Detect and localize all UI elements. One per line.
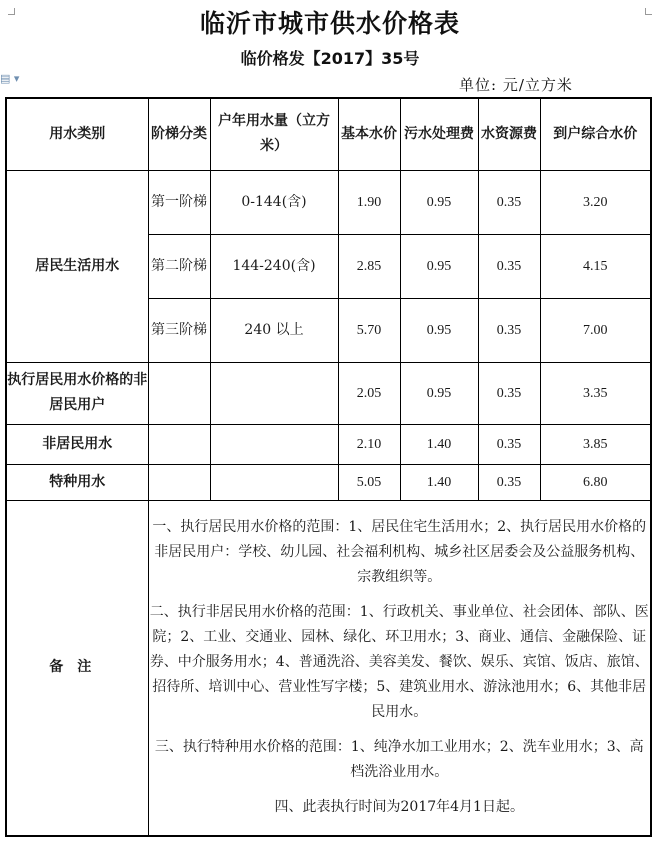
notes-row	[6, 500, 651, 836]
document-icon[interactable]: ▤ ▾	[0, 72, 20, 85]
table-row	[6, 170, 651, 234]
document-number: 临价格发【2017】35号	[240, 49, 420, 68]
unit-label: 单位: 元/立方米	[459, 76, 573, 94]
tier-cell	[148, 464, 210, 500]
tier-cell: 第一阶梯	[148, 170, 210, 234]
header-volume: 户年用水量（立方米）	[210, 98, 338, 170]
note-item: 二、执行非居民用水价格的范围：1、行政机关、事业单位、社会团体、部队、医院；2、工业、交通业、园林、绿化、环卫用水；3、商业、通信、金融保险、证券、中介服务用水；4、普通洗浴、美容美发、餐饮、娱乐、宾馆、饭店、旅馆、招待所、培训中心、营业性写字楼；5、建筑业用水、游泳池用水；6、其他非居民用水。	[149, 604, 649, 721]
header-row	[6, 98, 651, 170]
note-item: 三、执行特种用水价格的范围：1、纯净水加工业用水；2、洗车业用水；3、高档洗浴业用水。	[154, 739, 644, 781]
volume-cell	[210, 464, 338, 500]
tier-cell	[148, 362, 210, 424]
resource-fee-cell: 0.35	[478, 170, 540, 234]
header-basic-price: 基本水价	[338, 98, 400, 170]
header-tier: 阶梯分类	[148, 98, 210, 170]
tier-cell	[148, 424, 210, 464]
table-row	[6, 362, 651, 424]
basic-price-cell: 2.10	[338, 424, 400, 464]
sewage-fee-cell: 0.95	[400, 170, 478, 234]
tier-cell: 第三阶梯	[148, 298, 210, 362]
basic-price-cell: 5.05	[338, 464, 400, 500]
total-price-cell: 4.15	[540, 234, 651, 298]
basic-price-cell: 1.90	[338, 170, 400, 234]
header-type: 用水类别	[6, 98, 148, 170]
notes-content	[148, 500, 651, 836]
volume-cell: 0-144(含)	[210, 170, 338, 234]
page-title: 临沂市城市供水价格表	[199, 9, 460, 38]
sewage-fee-cell: 0.95	[400, 362, 478, 424]
total-price-cell: 7.00	[540, 298, 651, 362]
water-price-table	[5, 97, 652, 837]
total-price-cell: 3.35	[540, 362, 651, 424]
total-price-cell: 6.80	[540, 464, 651, 500]
resource-fee-cell: 0.35	[478, 362, 540, 424]
sewage-fee-cell: 0.95	[400, 234, 478, 298]
category-nonresidential-at-residential-rate: 执行居民用水价格的非居民用户	[6, 362, 148, 424]
tier-cell: 第二阶梯	[148, 234, 210, 298]
notes-label: 备注	[6, 500, 148, 836]
table-row	[6, 464, 651, 500]
volume-cell	[210, 362, 338, 424]
header-total-price: 到户综合水价	[540, 98, 651, 170]
volume-cell: 144-240(含)	[210, 234, 338, 298]
category-nonresidential: 非居民用水	[6, 424, 148, 464]
total-price-cell: 3.20	[540, 170, 651, 234]
basic-price-cell: 2.05	[338, 362, 400, 424]
resource-fee-cell: 0.35	[478, 424, 540, 464]
resource-fee-cell: 0.35	[478, 298, 540, 362]
resource-fee-cell: 0.35	[478, 464, 540, 500]
category-special: 特种用水	[6, 464, 148, 500]
volume-cell	[210, 424, 338, 464]
category-residential: 居民生活用水	[6, 170, 148, 362]
volume-cell: 240 以上	[210, 298, 338, 362]
header-resource-fee: 水资源费	[478, 98, 540, 170]
sewage-fee-cell: 0.95	[400, 298, 478, 362]
total-price-cell: 3.85	[540, 424, 651, 464]
note-item: 一、执行居民用水价格的范围：1、居民住宅生活用水；2、执行居民用水价格的非居民用户：学校、幼儿园、社会福利机构、城乡社区居委会及公益服务机构、宗教组织等。	[152, 519, 647, 586]
table-row	[6, 424, 651, 464]
sewage-fee-cell: 1.40	[400, 424, 478, 464]
resource-fee-cell: 0.35	[478, 234, 540, 298]
basic-price-cell: 5.70	[338, 298, 400, 362]
note-item: 四、此表执行时间为2017年4月1日起。	[274, 799, 524, 816]
basic-price-cell: 2.85	[338, 234, 400, 298]
sewage-fee-cell: 1.40	[400, 464, 478, 500]
header-sewage-fee: 污水处理费	[400, 98, 478, 170]
